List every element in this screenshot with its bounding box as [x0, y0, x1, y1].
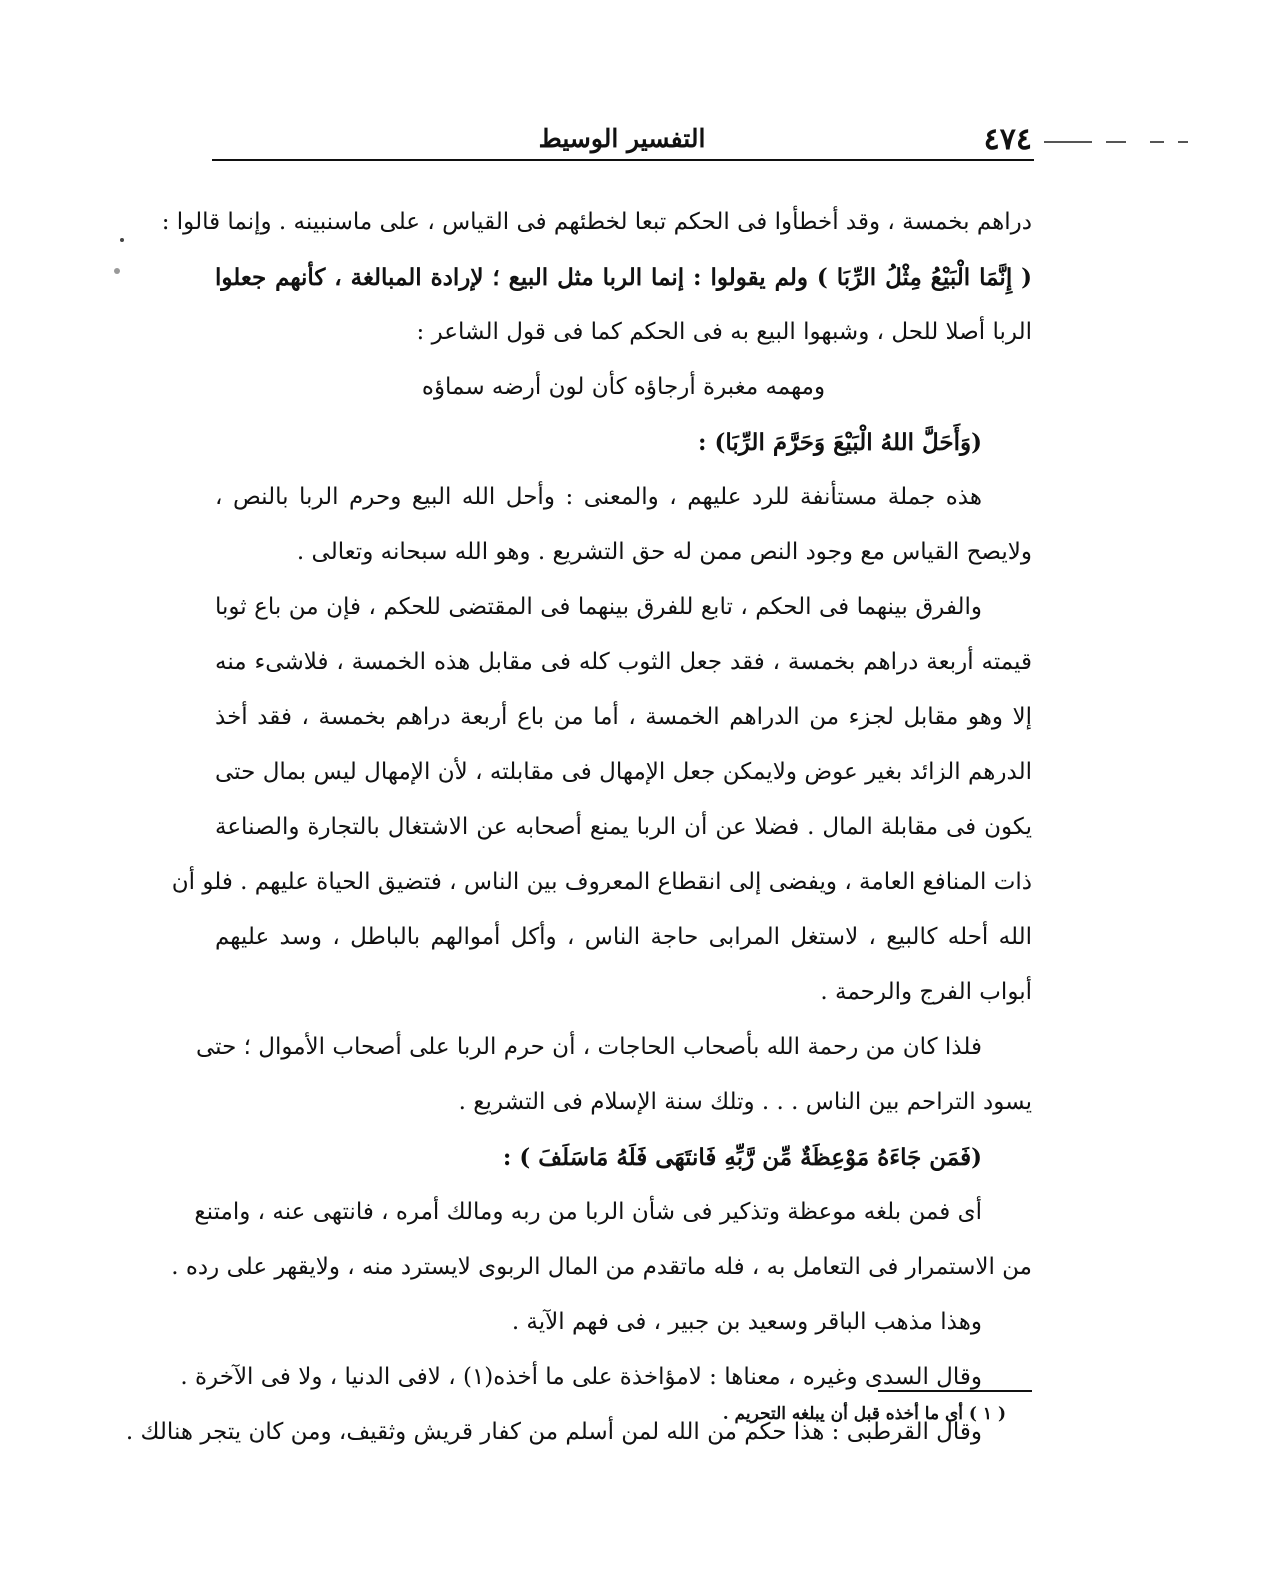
text-line: وقال السدى وغيره ، معناها : لامؤاخذة على ما أخذه(١) ، لافى الدنيا ، ولا فى الآخرة .	[180, 1364, 982, 1390]
text-line: وهذا مذهب الباقر وسعيد بن جبير ، فى فهم الآية .	[511, 1309, 982, 1335]
text-line: إلا وهو مقابل لجزء من الدراهم الخمسة ، أما من باع أربعة دراهم بخمسة ، فقد أخذ	[215, 704, 1032, 730]
text-line: الله أحله كالبيع ، لاستغل المرابى حاجة الناس ، وأكل أموالهم بالباطل ، وسد عليهم	[215, 924, 1032, 950]
text-line: ولايصح القياس مع وجود النص ممن له حق التشريع . وهو الله سبحانه وتعالى .	[296, 539, 1032, 565]
quran-quote-line: ( إِنَّمَا الْبَيْعُ مِثْلُ الرِّبَا ) ولم يقولوا : إنما الربا مثل البيع ؛ لإرادة المبالغة ، كأنهم جعلوا	[215, 264, 1032, 291]
poetry-verse: ومهمه مغبرة أرجاؤه كأن لون أرضه سماؤه	[421, 374, 826, 400]
text-line: قيمته أربعة دراهم بخمسة ، فقد جعل الثوب كله فى مقابل هذه الخمسة ، فلاشىء منه	[215, 649, 1032, 675]
text-line: وقال القرطبى : هذا حكم من الله لمن أسلم من كفار قريش وثقيف، ومن كان يتجر هنالك .	[125, 1419, 982, 1445]
scan-mark	[1044, 141, 1092, 143]
text-line: الربا أصلا للحل ، وشبهوا البيع به فى الحكم كما فى قول الشاعر :	[416, 319, 1032, 345]
text-line: الدرهم الزائد بغير عوض ولايمكن جعل الإمهال فى مقابلته ، لأن الإمهال ليس بمال حتى	[215, 759, 1032, 785]
scan-mark	[1150, 141, 1164, 143]
text-line: دراهم بخمسة ، وقد أخطأوا فى الحكم تبعا لخطئهم فى القياس ، على ماسنبينه . وإنما قالوا :	[161, 209, 1032, 235]
body-text	[125, 195, 1032, 1460]
text-line: أى فمن بلغه موعظة وتذكير فى شأن الربا من ربه ومالك أمره ، فانتهى عنه ، وامتنع	[194, 1199, 982, 1225]
scan-speck	[114, 268, 120, 274]
footnote: ( ١ ) أى ما أخذه قبل أن يبلغه التحريم .	[722, 1404, 1006, 1424]
header-rule	[212, 159, 1034, 161]
page-header	[212, 118, 1032, 162]
text-line: هذه جملة مستأنفة للرد عليهم ، والمعنى : وأحل الله البيع وحرم الربا بالنص ،	[215, 484, 982, 510]
text-line: ذات المنافع العامة ، ويفضى إلى انقطاع المعروف بين الناس ، فتضيق الحياة عليهم . فلو أن	[171, 869, 1032, 895]
quran-verse-heading: (فَمَن جَاءَهُ مَوْعِظَةٌ مِّن رَّبِّهِ فَانتَهَى فَلَهُ مَاسَلَفَ ) :	[502, 1144, 982, 1171]
scan-mark	[1178, 141, 1188, 143]
text-line: أبواب الفرج والرحمة .	[820, 979, 1032, 1005]
text-line: يسود التراحم بين الناس . . . وتلك سنة الإسلام فى التشريع .	[458, 1089, 1032, 1115]
text-line: يكون فى مقابلة المال . فضلا عن أن الربا يمنع أصحابه عن الاشتغال بالتجارة والصناعة	[215, 814, 1032, 840]
text-line: والفرق بينهما فى الحكم ، تابع للفرق بينهما فى المقتضى للحكم ، فإن من باع ثوبا	[215, 594, 982, 620]
text-line: من الاستمرار فى التعامل به ، فله ماتقدم من المال الربوى لايسترد منه ، ولايقهر على رده .	[171, 1254, 1032, 1280]
footnote-rule	[878, 1390, 1032, 1392]
book-title: التفسير الوسيط	[538, 124, 706, 153]
scan-speck	[120, 238, 124, 242]
page-number: ٤٧٤	[983, 122, 1032, 157]
text-line: فلذا كان من رحمة الله بأصحاب الحاجات ، أن حرم الربا على أصحاب الأموال ؛ حتى	[195, 1034, 982, 1060]
quran-verse-heading: (وَأَحَلَّ اللهُ الْبَيْعَ وَحَرَّمَ الرِّبَا) :	[697, 429, 982, 456]
scan-mark	[1106, 141, 1126, 143]
